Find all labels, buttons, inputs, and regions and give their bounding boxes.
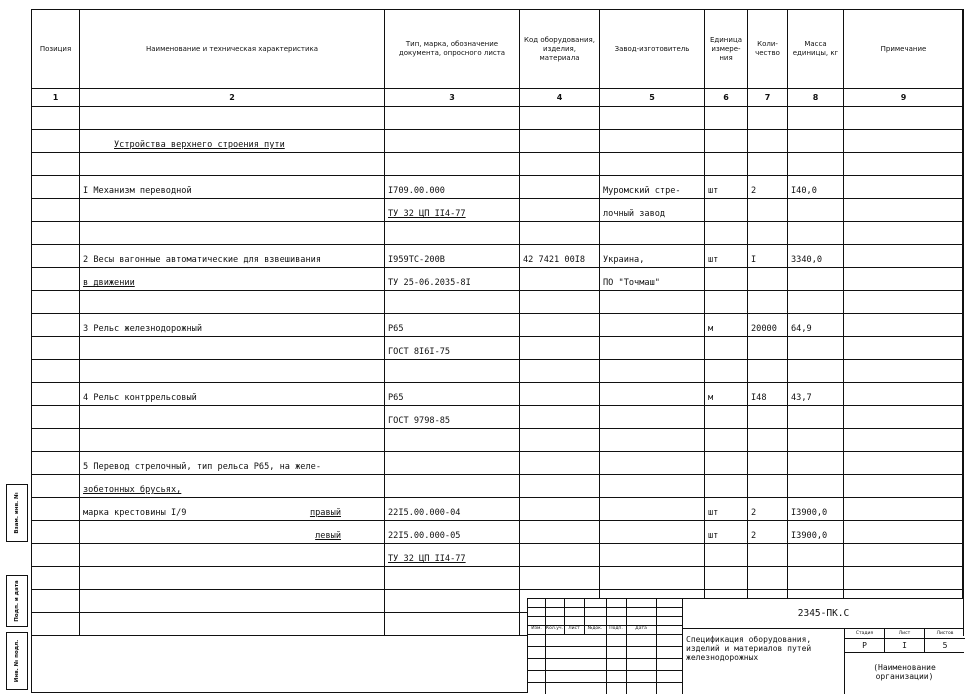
cell-maker (600, 544, 705, 567)
cell-mass: 43,7 (788, 383, 844, 406)
cell-code (520, 567, 600, 590)
cell-type (385, 360, 520, 383)
cell-name (80, 383, 385, 406)
cell-note (844, 314, 964, 337)
cell-type: Р65 (385, 314, 520, 337)
cell-unit: шт (705, 521, 748, 544)
cell-qty (748, 199, 788, 222)
cell-name (80, 567, 385, 590)
cell-unit (705, 429, 748, 452)
cell-pos (32, 544, 80, 567)
cell-code (520, 452, 600, 475)
cell-maker (600, 360, 705, 383)
stage-sheet-grid: Стадия Р Лист I Листов 5 (844, 629, 964, 653)
row-name: I Механизм переводной (83, 186, 192, 196)
cell-maker: лочный завод (600, 199, 705, 222)
cell-code (520, 475, 600, 498)
col-num: 7 (748, 89, 788, 107)
col-header-maker: Завод-изготовитель (600, 10, 705, 89)
cell-name (80, 360, 385, 383)
cell-qty: 2 (748, 498, 788, 521)
table-row (32, 498, 964, 521)
table-row (32, 153, 964, 176)
cell-pos (32, 153, 80, 176)
cell-qty (748, 268, 788, 291)
cell-qty (748, 452, 788, 475)
cell-type (385, 130, 520, 153)
cell-type (385, 291, 520, 314)
cell-name (80, 130, 385, 153)
cell-name (80, 199, 385, 222)
cell-name (80, 406, 385, 429)
cell-note (844, 130, 964, 153)
sheet-value: I (902, 641, 907, 650)
cell-qty (748, 360, 788, 383)
cell-note (844, 153, 964, 176)
cell-type (385, 613, 520, 636)
cell-name (80, 544, 385, 567)
cell-mass (788, 475, 844, 498)
col-header-position: Позиция (32, 10, 80, 89)
cell-note (844, 176, 964, 199)
cell-code (520, 337, 600, 360)
table-row (32, 521, 964, 544)
table-row (32, 452, 964, 475)
cell-type: 22I5.00.000-04 (385, 498, 520, 521)
cell-note (844, 107, 964, 130)
col-num: 3 (385, 89, 520, 107)
cell-pos (32, 360, 80, 383)
cell-code (520, 314, 600, 337)
cell-mass (788, 452, 844, 475)
cell-unit (705, 567, 748, 590)
cell-code (520, 544, 600, 567)
cell-name (80, 613, 385, 636)
cell-type (385, 475, 520, 498)
col-header-mass: Масса единицы, кг (788, 10, 844, 89)
title-block (527, 598, 963, 693)
cell-type: I959ТС-200В (385, 245, 520, 268)
cell-maker (600, 107, 705, 130)
cell-unit: шт (705, 176, 748, 199)
cell-qty (748, 429, 788, 452)
col-num: 5 (600, 89, 705, 107)
cell-note (844, 429, 964, 452)
col-header-unit: Единица измере-ния (705, 10, 748, 89)
row-name: 2 Весы вагонные автоматические для взвешивания (83, 255, 321, 265)
revision-labels: Изм. Кол.уч. Лист №док. Подп. Дата (531, 626, 647, 631)
cell-note (844, 475, 964, 498)
cell-qty (748, 291, 788, 314)
cell-qty (748, 222, 788, 245)
cell-maker: Муромский стре- (600, 176, 705, 199)
cell-qty: 20000 (748, 314, 788, 337)
col-header-type: Тип, марка, обозначение документа, опросного листа (385, 10, 520, 89)
cell-mass: 3340,0 (788, 245, 844, 268)
cell-type: ТУ 25-06.2035-8I (385, 268, 520, 291)
cell-pos (32, 176, 80, 199)
cell-code (520, 130, 600, 153)
cell-unit: шт (705, 245, 748, 268)
cell-pos (32, 314, 80, 337)
cell-name (80, 107, 385, 130)
cell-type (385, 452, 520, 475)
cell-code (520, 521, 600, 544)
cell-code: 42 7421 00I8 (520, 245, 600, 268)
cell-pos (32, 291, 80, 314)
cell-mass: I3900,0 (788, 521, 844, 544)
cell-code (520, 406, 600, 429)
col-header-name: Наименование и техническая характеристика (80, 10, 385, 89)
cell-unit (705, 475, 748, 498)
row-name: марка крестовины I/9 (83, 508, 187, 518)
cell-unit: м (705, 383, 748, 406)
cell-maker (600, 337, 705, 360)
cell-qty (748, 406, 788, 429)
cell-name (80, 153, 385, 176)
cell-mass (788, 130, 844, 153)
col-num: 8 (788, 89, 844, 107)
cell-qty (748, 107, 788, 130)
cell-type: ТУ 32 ЦП II4-77 (385, 544, 520, 567)
cell-maker (600, 452, 705, 475)
col-num: 2 (80, 89, 385, 107)
cell-maker (600, 130, 705, 153)
cell-mass (788, 153, 844, 176)
cell-pos (32, 590, 80, 613)
cell-maker (600, 429, 705, 452)
cell-qty (748, 567, 788, 590)
table-row (32, 360, 964, 383)
cell-note (844, 360, 964, 383)
cell-code (520, 291, 600, 314)
cell-unit (705, 268, 748, 291)
cell-qty (748, 337, 788, 360)
cell-qty (748, 475, 788, 498)
table-row (32, 268, 964, 291)
cell-mass (788, 544, 844, 567)
document-title: Спецификация оборудования, изделий и материалов путей железнодорожных (682, 629, 844, 694)
cell-mass (788, 360, 844, 383)
cell-note (844, 498, 964, 521)
cell-code (520, 360, 600, 383)
cell-type (385, 567, 520, 590)
col-num: 1 (32, 89, 80, 107)
cell-pos (32, 337, 80, 360)
cell-pos (32, 222, 80, 245)
table-row (32, 245, 964, 268)
cell-unit (705, 406, 748, 429)
cell-pos (32, 383, 80, 406)
cell-note (844, 337, 964, 360)
row-name: Устройства верхнего строения пути (114, 140, 285, 150)
cell-name (80, 475, 385, 498)
cell-name (80, 521, 385, 544)
cell-code (520, 498, 600, 521)
cell-type: ТУ 32 ЦП II4-77 (385, 199, 520, 222)
cell-unit (705, 222, 748, 245)
cell-maker (600, 314, 705, 337)
cell-type: 22I5.00.000-05 (385, 521, 520, 544)
cell-maker (600, 222, 705, 245)
cell-name (80, 245, 385, 268)
cell-type (385, 153, 520, 176)
cell-code (520, 383, 600, 406)
cell-pos (32, 107, 80, 130)
cell-note (844, 544, 964, 567)
table-row (32, 406, 964, 429)
cell-code (520, 153, 600, 176)
cell-name (80, 429, 385, 452)
cell-qty: I48 (748, 383, 788, 406)
cell-type: I709.00.000 (385, 176, 520, 199)
cell-note (844, 452, 964, 475)
cell-mass: I3900,0 (788, 498, 844, 521)
cell-maker (600, 406, 705, 429)
cell-qty (748, 544, 788, 567)
cell-code (520, 429, 600, 452)
cell-mass (788, 107, 844, 130)
cell-name (80, 291, 385, 314)
cell-mass (788, 291, 844, 314)
cell-note (844, 383, 964, 406)
cell-qty: 2 (748, 521, 788, 544)
table-row (32, 475, 964, 498)
col-num: 9 (844, 89, 964, 107)
cell-type (385, 590, 520, 613)
cell-name (80, 337, 385, 360)
col-header-note: Примечание (844, 10, 964, 89)
cell-qty (748, 153, 788, 176)
cell-maker (600, 153, 705, 176)
organization-name: (Наименование организации) (844, 653, 964, 694)
table-row (32, 314, 964, 337)
col-header-code: Код оборудования, изделия, материала (520, 10, 600, 89)
specification-body (32, 107, 964, 636)
cell-pos (32, 521, 80, 544)
cell-pos (32, 268, 80, 291)
revision-grid (528, 599, 682, 694)
document-code: 2345-ПК.С (682, 599, 964, 629)
cell-pos (32, 613, 80, 636)
cell-name (80, 590, 385, 613)
header-row (32, 10, 964, 89)
cell-mass (788, 268, 844, 291)
cell-code (520, 222, 600, 245)
cell-maker: ПО "Точмаш" (600, 268, 705, 291)
cell-mass (788, 429, 844, 452)
cell-maker (600, 475, 705, 498)
cell-maker (600, 291, 705, 314)
sheets-value: 5 (942, 641, 948, 650)
cell-type: Р65 (385, 383, 520, 406)
specification-table (31, 9, 964, 636)
cell-pos (32, 498, 80, 521)
cell-pos (32, 429, 80, 452)
stage-value: Р (862, 641, 867, 650)
cell-note (844, 406, 964, 429)
cell-mass (788, 222, 844, 245)
cell-pos (32, 406, 80, 429)
cell-type (385, 107, 520, 130)
cell-note (844, 567, 964, 590)
cell-note (844, 222, 964, 245)
cell-unit (705, 153, 748, 176)
cell-code (520, 268, 600, 291)
table-row (32, 383, 964, 406)
cell-unit (705, 360, 748, 383)
cell-unit: м (705, 314, 748, 337)
cell-name (80, 314, 385, 337)
cell-note (844, 245, 964, 268)
table-row (32, 567, 964, 590)
cell-code (520, 176, 600, 199)
row-side: правый (309, 508, 341, 518)
col-header-qty: Коли-чество (748, 10, 788, 89)
table-row (32, 222, 964, 245)
row-name: 5 Перевод стрелочный, тип рельса Р65, на желе- (83, 462, 321, 472)
table-row (32, 107, 964, 130)
cell-qty: I (748, 245, 788, 268)
cell-type: ГОСТ 9798-85 (385, 406, 520, 429)
row-name: в движении (83, 278, 135, 288)
cell-unit: шт (705, 498, 748, 521)
cell-maker (600, 383, 705, 406)
cell-note (844, 199, 964, 222)
table-row (32, 176, 964, 199)
column-numbers-row (32, 89, 964, 107)
table-row (32, 291, 964, 314)
cell-type (385, 222, 520, 245)
cell-name (80, 268, 385, 291)
cell-pos (32, 199, 80, 222)
col-num: 4 (520, 89, 600, 107)
row-side: левый (315, 531, 341, 541)
cell-maker (600, 498, 705, 521)
table-row (32, 130, 964, 153)
cell-pos (32, 245, 80, 268)
cell-qty: 2 (748, 176, 788, 199)
cell-name (80, 176, 385, 199)
table-row (32, 429, 964, 452)
cell-maker (600, 567, 705, 590)
cell-name (80, 222, 385, 245)
cell-mass (788, 406, 844, 429)
cell-maker: Украина, (600, 245, 705, 268)
cell-pos (32, 567, 80, 590)
cell-mass (788, 337, 844, 360)
side-stamp-inventory: Инв. № подл. (6, 632, 28, 690)
cell-type (385, 429, 520, 452)
cell-mass (788, 567, 844, 590)
cell-unit (705, 452, 748, 475)
row-name: 4 Рельс контррельсовый (83, 393, 197, 403)
cell-unit (705, 337, 748, 360)
cell-unit (705, 544, 748, 567)
cell-type: ГОСТ 8I6I-75 (385, 337, 520, 360)
cell-mass: I40,0 (788, 176, 844, 199)
cell-unit (705, 107, 748, 130)
cell-unit (705, 199, 748, 222)
cell-note (844, 291, 964, 314)
cell-code (520, 199, 600, 222)
row-name: 3 Рельс железнодорожный (83, 324, 202, 334)
cell-maker (600, 521, 705, 544)
cell-mass (788, 199, 844, 222)
cell-name (80, 452, 385, 475)
table-row (32, 199, 964, 222)
cell-note (844, 268, 964, 291)
cell-note (844, 521, 964, 544)
cell-unit (705, 130, 748, 153)
cell-mass: 64,9 (788, 314, 844, 337)
side-stamp-replacement: Взам. инв. № (6, 484, 28, 542)
table-row (32, 337, 964, 360)
cell-unit (705, 291, 748, 314)
cell-qty (748, 130, 788, 153)
cell-code (520, 107, 600, 130)
col-num: 6 (705, 89, 748, 107)
cell-pos (32, 452, 80, 475)
table-row (32, 544, 964, 567)
cell-name (80, 498, 385, 521)
cell-pos (32, 130, 80, 153)
row-name: зобетонных брусьях, (83, 485, 182, 495)
side-stamp-signature: Подп. и дата (6, 575, 28, 627)
cell-pos (32, 475, 80, 498)
